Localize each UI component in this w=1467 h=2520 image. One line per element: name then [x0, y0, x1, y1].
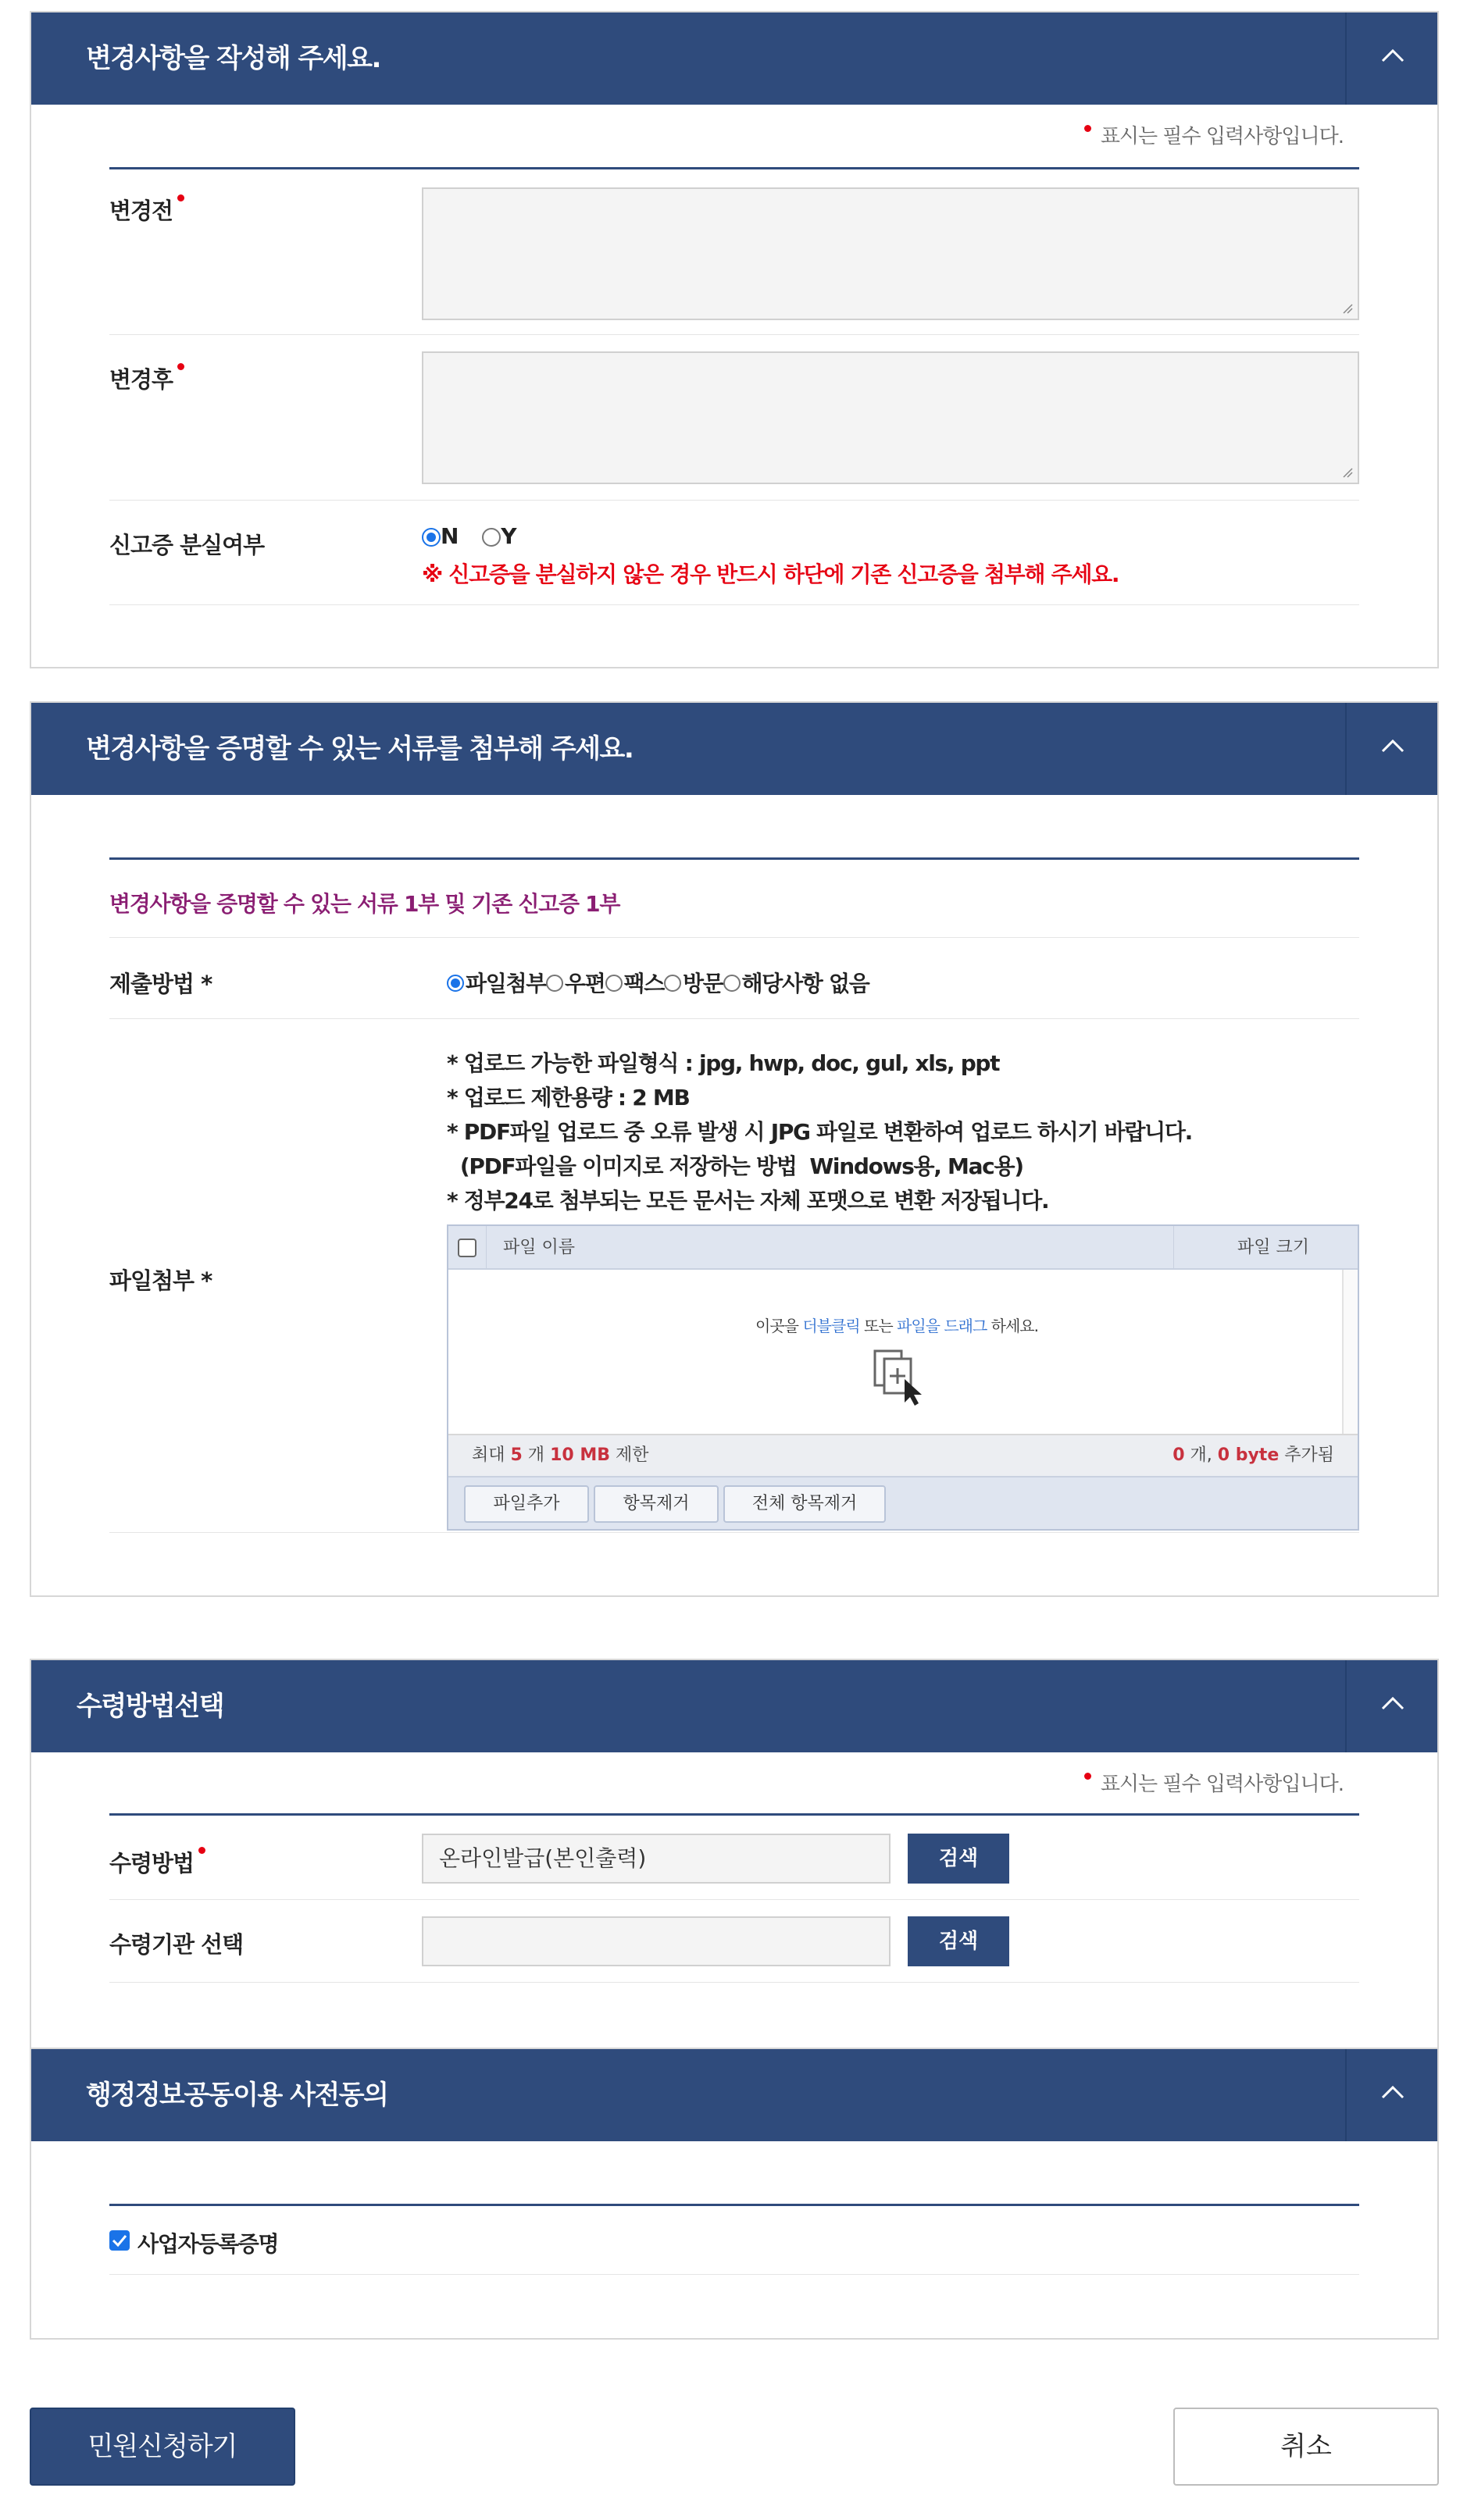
panel-title: 변경사항을 증명할 수 있는 서류를 첨부해 주세요.	[86, 733, 634, 765]
upload-added-text: 0 개, 0 byte 추가됨	[1173, 1445, 1334, 1465]
submit-application-button[interactable]: 민원신청하기	[30, 2408, 295, 2486]
chevron-up-icon	[1381, 2085, 1405, 2099]
radio-button[interactable]	[664, 975, 681, 992]
lost-warning: ※ 신고증을 분실하지 않은 경우 반드시 하단에 기존 신고증을 첨부해 주세요.	[422, 561, 1119, 587]
required-dot-icon	[1084, 1773, 1091, 1780]
collapse-button[interactable]	[1345, 2049, 1437, 2141]
row-divider	[109, 2274, 1359, 2275]
chevron-up-icon	[1381, 48, 1405, 62]
required-dot-icon	[177, 194, 184, 201]
row-divider	[109, 1532, 1359, 1533]
select-all-checkbox[interactable]	[458, 1239, 477, 1257]
checkmark-icon	[112, 2233, 127, 2247]
upload-info-line: (PDF파일을 이미지로 저장하는 방법 Windows용, Mac용)	[447, 1153, 1023, 1179]
section-top-line	[109, 857, 1359, 860]
column-file-name: 파일 이름	[503, 1238, 576, 1257]
before-textarea[interactable]	[422, 187, 1359, 320]
header-separator	[486, 1226, 487, 1270]
required-note: 표시는 필수 입력사항입니다.	[1084, 1768, 1344, 1797]
method-option-mail[interactable]: 우편	[546, 967, 605, 998]
panel-header	[31, 1660, 1437, 1752]
method-option-visit[interactable]: 방문	[664, 967, 723, 998]
scrollbar[interactable]	[1342, 1270, 1358, 1434]
attach-label: 파일첨부 *	[109, 1267, 212, 1294]
method-option-fax[interactable]: 팩스	[605, 967, 665, 998]
panel-header	[31, 703, 1437, 795]
method-label: 제출방법 *	[109, 971, 212, 997]
radio-n[interactable]	[422, 528, 441, 547]
panel-title: 변경사항을 작성해 주세요.	[86, 43, 380, 74]
upload-info-line: * 정부24로 첨부되는 모든 문서는 자체 포맷으로 변환 저장됩니다.	[447, 1188, 1049, 1214]
radio-button[interactable]	[723, 975, 741, 992]
radio-button[interactable]	[546, 975, 563, 992]
radio-n-label: N	[441, 523, 459, 549]
lost-radio-group	[422, 523, 516, 549]
row-divider	[109, 1982, 1359, 1983]
consent-checkbox-label: 사업자등록증명	[137, 2231, 279, 2257]
uploader-header	[448, 1226, 1358, 1270]
radio-y[interactable]	[482, 528, 501, 547]
row-divider	[109, 937, 1359, 938]
receive-method-label: 수령방법	[109, 1846, 205, 1878]
resize-grip-icon	[1342, 467, 1353, 478]
upload-limit-text: 최대 5 개 10 MB 제한	[472, 1445, 649, 1465]
required-dot-icon	[177, 363, 184, 370]
method-radio-group	[447, 967, 869, 998]
remove-item-button[interactable]: 항목제거	[594, 1485, 719, 1523]
drop-zone[interactable]	[448, 1270, 1345, 1434]
add-file-icon	[870, 1348, 930, 1407]
section-top-line	[109, 167, 1359, 169]
cancel-button[interactable]: 취소	[1173, 2408, 1439, 2486]
receive-method-search-button[interactable]: 검색	[908, 1834, 1009, 1884]
upload-info-line: * PDF파일 업로드 중 오류 발생 시 JPG 파일로 변환하여 업로드 하시기 바랍니다.	[447, 1119, 1193, 1145]
chevron-up-icon	[1381, 1696, 1405, 1710]
row-divider	[109, 1018, 1359, 1019]
upload-info-line: * 업로드 가능한 파일형식 : jpg, hwp, doc, gul, xls, ppt	[447, 1050, 1000, 1076]
row-divider	[109, 500, 1359, 501]
required-dot-icon	[198, 1847, 205, 1854]
section-top-line	[109, 2204, 1359, 2206]
panel-header	[31, 12, 1437, 105]
collapse-button[interactable]	[1345, 703, 1437, 795]
lost-label: 신고증 분실여부	[109, 532, 265, 558]
remove-all-button[interactable]: 전체 항목제거	[723, 1485, 886, 1523]
method-option-none[interactable]: 해당사항 없음	[723, 967, 869, 998]
header-separator	[1173, 1226, 1174, 1270]
required-docs-note: 변경사항을 증명할 수 있는 서류 1부 및 기존 신고증 1부	[109, 891, 620, 917]
method-option-file[interactable]: 파일첨부	[447, 967, 546, 998]
uploader-toolbar	[448, 1476, 1358, 1529]
radio-y-label: Y	[501, 523, 517, 549]
chevron-up-icon	[1381, 739, 1405, 753]
add-file-button[interactable]: 파일추가	[464, 1485, 589, 1523]
section-top-line	[109, 1813, 1359, 1816]
receive-org-search-button[interactable]: 검색	[908, 1916, 1009, 1966]
uploader-status	[448, 1434, 1358, 1476]
upload-info-line: * 업로드 제한용량 : 2 MB	[447, 1085, 690, 1110]
panel-title: 행정정보공동이용 사전동의	[86, 2080, 388, 2111]
row-divider	[109, 1899, 1359, 1900]
panel-header	[31, 2049, 1437, 2141]
consent-checkbox[interactable]	[109, 2230, 130, 2251]
receive-org-field[interactable]	[422, 1916, 891, 1966]
row-divider	[109, 604, 1359, 605]
file-uploader	[447, 1224, 1359, 1531]
column-file-size: 파일 크기	[1237, 1238, 1310, 1257]
receive-method-field[interactable]: 온라인발급(본인출력)	[422, 1834, 891, 1884]
row-divider	[109, 334, 1359, 335]
after-label: 변경후	[109, 362, 184, 394]
resize-grip-icon	[1342, 303, 1353, 314]
before-label: 변경전	[109, 194, 184, 226]
radio-button[interactable]	[447, 975, 464, 992]
collapse-button[interactable]	[1345, 1660, 1437, 1752]
required-dot-icon	[1084, 125, 1091, 132]
after-textarea[interactable]	[422, 351, 1359, 484]
panel-title: 수령방법선택	[77, 1691, 224, 1722]
required-note: 표시는 필수 입력사항입니다.	[1084, 120, 1344, 149]
drop-instruction: 이곳을 더블클릭 또는 파일을 드래그 하세요.	[755, 1317, 1038, 1335]
consent-panel	[30, 2048, 1439, 2340]
collapse-button[interactable]	[1345, 12, 1437, 105]
receive-org-label: 수령기관 선택	[109, 1931, 244, 1958]
radio-button[interactable]	[605, 975, 623, 992]
